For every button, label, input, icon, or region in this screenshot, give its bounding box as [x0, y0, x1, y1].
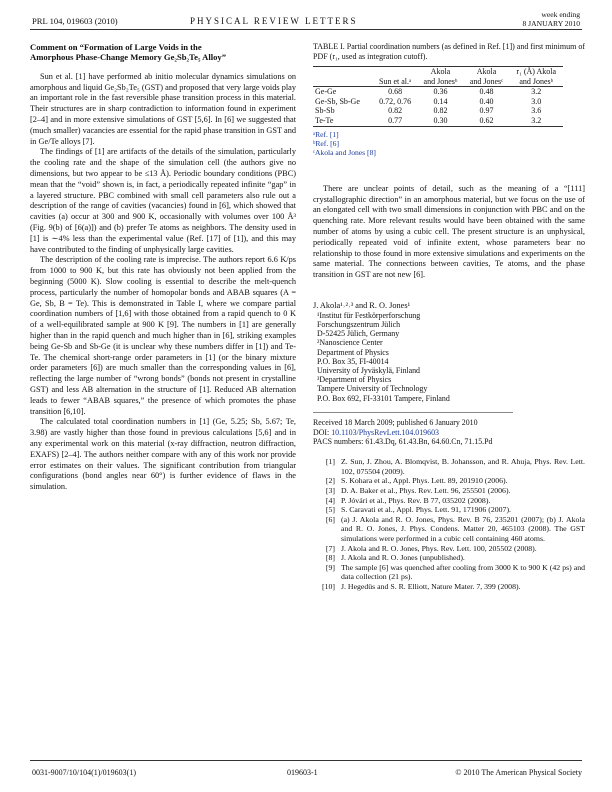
- reference-text: J. Akola and R. O. Jones, Phys. Rev. Lett. 100, 205502 (2008).: [341, 543, 537, 553]
- journal-name: PHYSICAL REVIEW LETTERS: [190, 16, 358, 26]
- table-cell: 0.72, 0.76: [379, 96, 412, 106]
- reference-text: S. Kohara et al., Appl. Phys. Lett. 89, 201910 (2006).: [341, 476, 508, 486]
- table-header-cell: Akola: [464, 67, 510, 77]
- reference-text: S. Caravati et al., Appl. Phys. Lett. 91, 171906 (2007).: [341, 505, 511, 515]
- table-cell: 0.36: [433, 87, 448, 97]
- table-cell: 3.6: [531, 106, 542, 116]
- week-date: 8 JANUARY 2010: [522, 19, 580, 28]
- footer-page-number: 019603-1: [287, 768, 318, 777]
- table-header-cell: and Jonesᵇ: [417, 77, 463, 87]
- table-note[interactable]: ᵃRef. [1]: [313, 129, 339, 139]
- received-date: Received 18 March 2009; published 6 January 2010: [313, 417, 478, 427]
- table-header-row: [313, 67, 563, 77]
- table-cell: 0.62: [464, 116, 510, 126]
- reference-item: [313, 544, 585, 554]
- paragraph: There are unclear points of detail, such as the meaning of a “[111] crystallographic direction” in an amorphous material, but we focus on the use of an elongated cell with two small dimensions in conjunction with PBC and on the quenching rate. More relevant results would have been obtained with the same number of atoms by using a cubic cell. The present structure is an unphysical, periodically repeated void of infinite extent, whose parameters bear no relationship to those found in more extensive simulations and experiments on the same material. The connections between cavities, Te atoms, and the phase transition in GST are not new [6].: [313, 183, 585, 280]
- affiliation-line: ³Department of Physics: [317, 375, 392, 385]
- affiliation-line: Department of Physics: [317, 347, 389, 357]
- week-label: week ending: [541, 10, 580, 19]
- table-row: [313, 97, 563, 107]
- reference-text: P. Jóvári et al., Phys. Rev. B 77, 035202 (2008).: [341, 495, 491, 505]
- reference-item: [313, 486, 585, 496]
- affiliations: [313, 311, 585, 403]
- references: [313, 457, 585, 591]
- table-cell: 0.48: [479, 87, 494, 97]
- table-cell: 0.14: [433, 96, 448, 106]
- title-line-1: Comment on “Formation of Large Voids in the: [30, 42, 202, 52]
- table-cell: 0.77: [373, 116, 417, 126]
- reference-item: [313, 553, 585, 563]
- coordination-table: [313, 66, 563, 127]
- reference-text: Z. Sun, J. Zhou, A. Blomqvist, B. Johansson, and R. Ahuja, Phys. Rev. Lett. 102, 075504 (2009).: [341, 457, 585, 476]
- table-cell: Ge-Sb, Sb-Ge: [315, 96, 360, 106]
- table-header-cell: r₁ (Å) Akola: [509, 67, 563, 77]
- reference-text: D. A. Baker et al., Phys. Rev. Lett. 96, 255501 (2006).: [341, 485, 511, 495]
- table-cell: Ge-Ge: [315, 87, 337, 97]
- affiliation-line: University of Jyväskylä, Finland: [317, 365, 421, 375]
- footer-copyright: © 2010 The American Physical Society: [455, 768, 582, 777]
- table-cell: 3.2: [531, 87, 542, 97]
- reference-item: [313, 505, 585, 515]
- affiliation-line: P.O. Box 35, FI-40014: [317, 356, 389, 366]
- reference-text: The sample [6] was quenched after cooling from 3000 K to 900 K (42 ps) and data collection (21 ps).: [341, 562, 585, 582]
- table-cell: 0.30: [417, 116, 463, 126]
- reference-number: [4]: [325, 495, 335, 505]
- table-note[interactable]: ᶜAkola and Jones [8]: [313, 148, 376, 158]
- affiliation-line: ¹Institut für Festkörperforschung: [317, 310, 421, 320]
- publication-meta: [313, 412, 513, 447]
- reference-text: J. Akola and R. O. Jones (unpublished).: [341, 553, 465, 563]
- reference-item: [313, 563, 585, 582]
- reference-item: [313, 476, 585, 486]
- table-row: [313, 116, 563, 126]
- paragraph: Sun et al. [1] have performed ab initio molecular dynamics simulations on amorphous and liquid Ge₂Sb₂Te₅ (GST) and proposed that very large voids play an important role in the fast reversible phase transition process in this material. Their structures are in sharp contradiction to information found in experiment [2–4] and in more extensive simulations of GST [5,6]. In [6] we suggested that (much smaller) vacancies are essential for the rapid phase transition in GST and in Ge/Te alloys [7].: [30, 71, 296, 146]
- issue-date: [522, 10, 580, 28]
- table-row: [313, 87, 563, 97]
- journal-reference: PRL 104, 019603 (2010): [32, 16, 118, 26]
- reference-text: (a) J. Akola and R. O. Jones, Phys. Rev. B 76, 235201 (2007); (b) J. Akola and R. O. Jones, J. Phys. Condens. Matter 20, 465103 (2008). The GST simulations were performed in a cubic cell containing 460 atoms.: [341, 514, 585, 543]
- table-caption: TABLE I. Partial coordination numbers (as defined in Ref. [1]) and first minimum of PDF (r₁, used as integration cutoff).: [313, 42, 585, 61]
- affiliation-line: D-52425 Jülich, Germany: [317, 329, 400, 339]
- table-cell: 0.82: [433, 106, 448, 116]
- pacs-numbers: PACS numbers: 61.43.Dq, 61.43.Bn, 64.60.Cn, 71.15.Pd: [313, 437, 493, 447]
- affiliation-line: ²Nanoscience Center: [317, 338, 383, 348]
- reference-number: [10]: [322, 581, 335, 591]
- reference-item: [313, 582, 585, 592]
- table-note[interactable]: ᵇRef. [6]: [313, 138, 339, 148]
- reference-item: [313, 457, 585, 476]
- affiliation-line: P.O. Box 692, FI-33101 Tampere, Finland: [317, 393, 450, 403]
- doi-label: DOI:: [313, 427, 332, 437]
- reference-number: [1]: [325, 457, 335, 467]
- table-cell: Te-Te: [313, 116, 373, 126]
- table-header-cell: and Jonesᵇ: [509, 77, 563, 87]
- table-cell: 0.68: [388, 87, 403, 97]
- paragraph: The findings of [1] are artifacts of the details of the simulation, particularly the cooling rate and the shape of the simulation cell (the authors give no dimensions, but two appear to be ≤13 Å). Periodic boundary conditions (PBC) mean that the “void” shown is, in fact, a periodically repeated infinite “gap” in a layered structure. PBC combined with small cell parameters also rule out a description of the range of cavities (vacancies) found in [6], which showed that cavities (a) occur at 300 and 900 K, occasionally with volumes over 100 Å³ (Fig. 9(b) of [6(a)]) and (b) prefer Te atoms as neighbors. The density used in [1] is ∼4% less than the experimental value (Ref. [17] of [1]), and this may have contributed to the finding of unphysically large cavities.: [30, 147, 296, 254]
- table-cell: 3.2: [509, 116, 563, 126]
- table-row: [313, 106, 563, 116]
- table-header-cell: [313, 67, 373, 77]
- right-column: [313, 42, 585, 591]
- table-cell: 0.97: [479, 106, 494, 116]
- reference-number: [5]: [325, 505, 335, 515]
- table-header-cell: [373, 67, 417, 77]
- comment-title: [30, 42, 296, 63]
- reference-number: [3]: [325, 485, 335, 495]
- paragraph: The description of the cooling rate is imprecise. The authors report 6.6 K/ps from 1000 to 900 K, but this rate has obviously not been applied from the beginning (5000 K). Slow cooling is essential to describe the melt-quench process, particularly the number of homopolar bonds and ABAB squares (A = Ge, Sb, B = Te). This is demonstrated in Table I, where we compare partial coordination numbers of [1,6] with those obtained from a rapid quench to 0 K of a well-equilibrated sample at 900 K [9]. The numbers in [1] are generally higher than in the rapid quench and much higher than in [6], striking examples being Ge-Sb and Sb-Ge (it is unclear why these numbers differ in [1]) and Te-Te. The chemical short-range order parameters in [1] (or the binary mixture order parameters [6]) are much smaller than the corresponding values in [6], reflecting the large number of “wrong bonds” (bonds not present in crystalline GST) and less AB alternation in the structure of [1]. Reduced AB alternation leads to fewer “ABAB squares,” the presence of which promotes the phase transition [6,10].: [30, 255, 296, 416]
- table-header-cell: Sun et al.ᵃ: [373, 77, 417, 87]
- reference-number: [7]: [325, 543, 335, 553]
- table-header-cell: and Jonesᶜ: [464, 77, 510, 87]
- reference-number: [9]: [325, 562, 335, 572]
- reference-text: J. Hegedüs and S. R. Elliott, Nature Mater. 7, 399 (2008).: [341, 581, 521, 591]
- title-line-2: Amorphous Phase-Change Memory Ge₂Sb₂Te₅ Alloy”: [30, 52, 227, 63]
- table-cell: 3.0: [531, 96, 542, 106]
- reference-number: [2]: [325, 476, 335, 486]
- reference-item: [313, 496, 585, 506]
- table-cell: 0.40: [479, 96, 494, 106]
- table-cell: Sb-Sb: [315, 106, 335, 116]
- reference-item: [313, 515, 585, 544]
- header-rule: [30, 29, 582, 30]
- reference-number: [6]: [325, 514, 335, 524]
- left-column: [30, 42, 296, 493]
- reference-number: [8]: [325, 553, 335, 563]
- affiliation-line: Forschungszentrum Jülich: [317, 319, 401, 329]
- footer-issn: 0031-9007/10/104(1)/019603(1): [32, 768, 136, 777]
- doi-link[interactable]: 10.1103/PhysRevLett.104.019603: [331, 427, 439, 437]
- table-header-row: [313, 77, 563, 87]
- author-line: J. Akola¹˒²˒³ and R. O. Jones¹: [313, 300, 411, 310]
- table-header-cell: [313, 77, 373, 87]
- table-header-cell: Akola: [417, 67, 463, 77]
- doi-line: [313, 428, 513, 438]
- table-notes: [313, 130, 585, 158]
- footer-rule: [30, 760, 582, 761]
- table-cell: 0.82: [388, 106, 403, 116]
- paragraph: The calculated total coordination numbers in [1] (Ge, 5.25; Sb, 5.67; Te, 3.98) are vastly higher than those found in previous calculations [5,6] and in any experimental work on this material (x-ray diffraction, neutron diffraction, EXAFS) [2–4]. The authors neither compare with any of this work nor provide error estimates on their values. The significant contribution from triangular configurations (bond angles near 60°) is further evidence of flaws in the simulation.: [30, 417, 296, 492]
- affiliation-line: Tampere University of Technology: [317, 384, 428, 394]
